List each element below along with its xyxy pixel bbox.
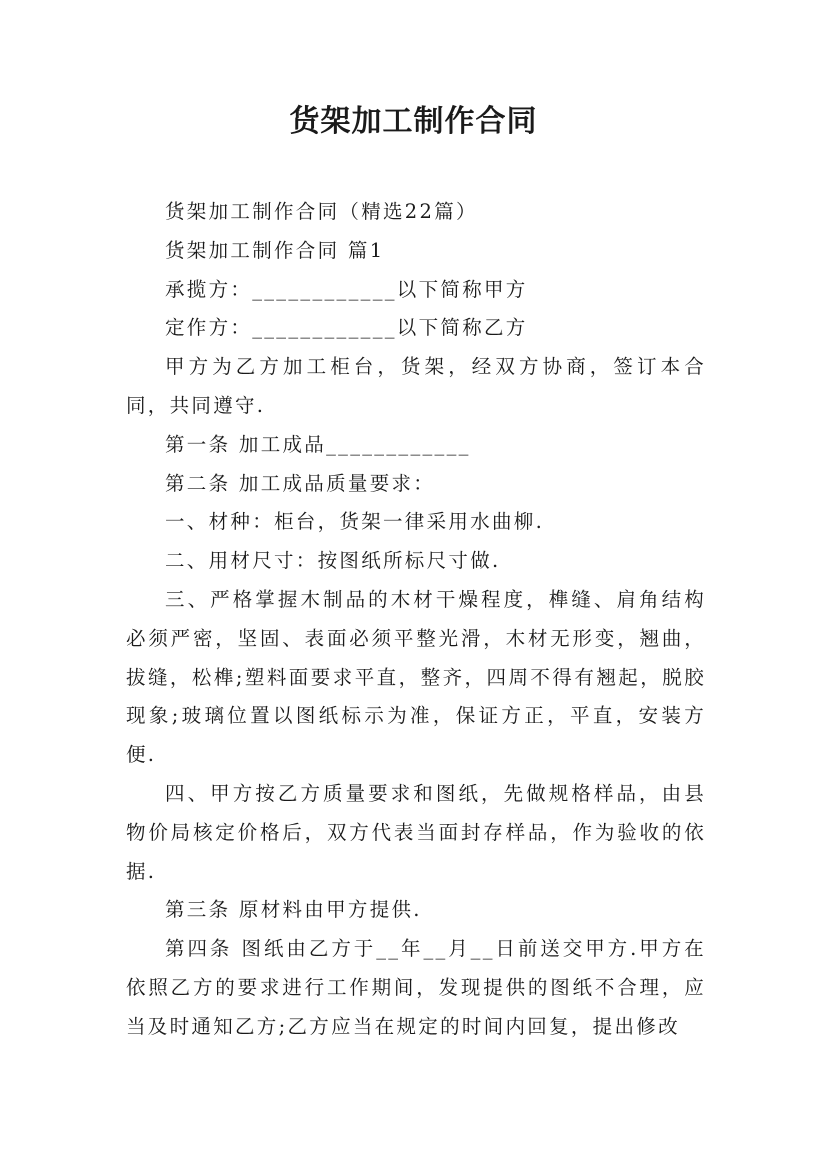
document-title: 货架加工制作合同 [289, 104, 538, 139]
paragraph-item-1: 一、材种：柜台，货架一律采用水曲柳. [165, 510, 545, 534]
paragraph-intro: 甲方为乙方加工柜台，货架，经双方协商，签订本合同，共同遵守. [126, 355, 706, 417]
paragraph-article-1: 第一条 加工成品____________ [165, 432, 471, 456]
paragraph-section-heading: 货架加工制作合同 篇1 [165, 238, 385, 262]
paragraph-article-2: 第二条 加工成品质量要求： [165, 471, 436, 495]
paragraph-client: 定作方：____________以下简称乙方 [165, 316, 528, 340]
paragraph-contractor: 承揽方：____________以下简称甲方 [165, 277, 528, 301]
paragraph-article-4: 第四条 图纸由乙方于__年__月__日前送交甲方.甲方在依照乙方的要求进行工作期间，发现提供的图纸不合理，应当及时通知乙方;乙方应当在规定的时间内回复，提出修改 [126, 937, 706, 1038]
paragraph-subtitle: 货架加工制作合同（精选22篇） [165, 200, 478, 223]
paragraph-article-3: 第三条 原材料由甲方提供. [165, 898, 422, 922]
paragraph-item-4: 四、甲方按乙方质量要求和图纸，先做规格样品，由县物价局核定价格后，双方代表当面封存样品，作为验收的依据. [126, 781, 706, 883]
paragraph-item-2: 二、用材尺寸：按图纸所标尺寸做. [165, 549, 501, 573]
document-body [126, 193, 706, 1047]
paragraph-item-3: 三、严格掌握木制品的木材干燥程度，榫缝、肩角结构必须严密，坚固、表面必须平整光滑，木材无形变，翘曲，拔缝，松榫;塑料面要求平直，整齐，四周不得有翘起，脱胶现象;玻璃位置以图纸标示为准，保证方正，平直，安装方便. [126, 587, 706, 767]
